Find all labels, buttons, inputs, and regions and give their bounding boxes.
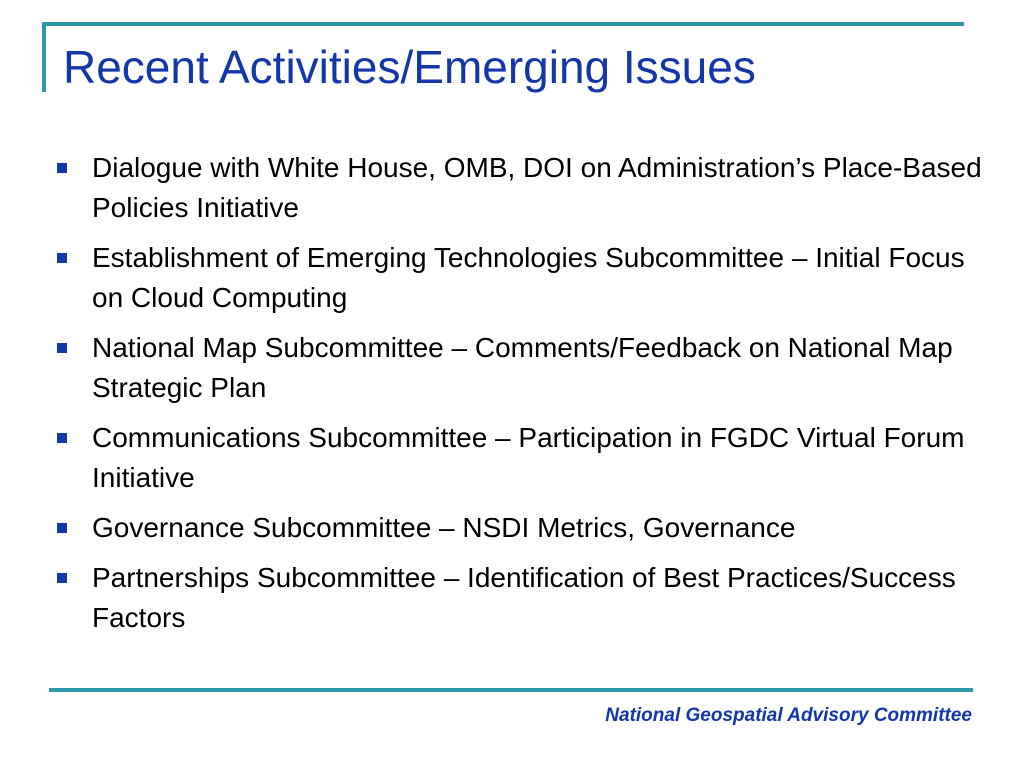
square-bullet-icon [57, 523, 67, 533]
bullet-text: Communications Subcommittee – Participation in FGDC Virtual Forum Initiative [92, 422, 965, 493]
footer-organization-name: National Geospatial Advisory Committee [605, 705, 972, 726]
bullet-text: Governance Subcommittee – NSDI Metrics, Governance [92, 512, 796, 543]
bullet-text: Dialogue with White House, OMB, DOI on Administration’s Place-Based Policies Initiative [92, 152, 982, 223]
bullet-list [56, 148, 986, 648]
bullet-text: Partnerships Subcommittee – Identification of Best Practices/Success Factors [92, 562, 956, 633]
bullet-item-2 [56, 238, 986, 318]
square-bullet-icon [57, 163, 67, 173]
title-frame-left-rule [42, 22, 46, 92]
bullet-item-3 [56, 328, 986, 408]
square-bullet-icon [57, 573, 67, 583]
title-frame-top-rule [42, 22, 964, 26]
slide-title: Recent Activities/Emerging Issues [63, 41, 756, 93]
footer-rule [49, 688, 973, 692]
bullet-item-4 [56, 418, 986, 498]
square-bullet-icon [57, 433, 67, 443]
bullet-item-5 [56, 508, 986, 548]
square-bullet-icon [57, 253, 67, 263]
bullet-item-6 [56, 558, 986, 638]
bullet-item-1 [56, 148, 986, 228]
square-bullet-icon [57, 343, 67, 353]
bullet-text: Establishment of Emerging Technologies Subcommittee – Initial Focus on Cloud Computing [92, 242, 965, 313]
bullet-text: National Map Subcommittee – Comments/Feedback on National Map Strategic Plan [92, 332, 953, 403]
